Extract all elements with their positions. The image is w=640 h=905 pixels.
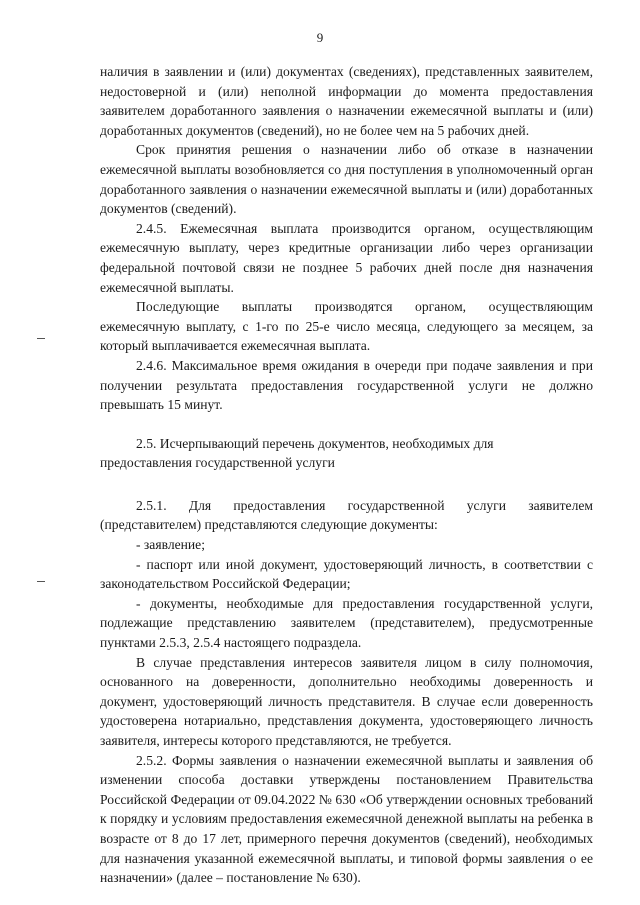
margin-mark xyxy=(37,581,45,582)
document-body xyxy=(100,62,593,888)
page-number: 9 xyxy=(316,30,324,45)
paragraph-decision-term: Срок принятия решения о назначении либо об отказе в назначении ежемесячной выплаты возобновляется со дня поступления в уполномоченный орган доработанного заявления о назначении ежемесячной выплаты и (или) доработанных документов (сведений). xyxy=(100,142,593,217)
list-item: - паспорт или иной документ, удостоверяющий личность, в соответствии с законодательством Российской Федерации; xyxy=(100,556,593,592)
list-item: - заявление; xyxy=(136,537,205,553)
paragraph-2-5-1: 2.5.1. Для предоставления государственной услуги заявителем (представителем) представляются следующие документы: xyxy=(100,497,593,533)
section-heading-2-5: 2.5. Исчерпывающий перечень документов, необходимых для предоставления государственной услуги xyxy=(100,435,494,471)
paragraph-representative: В случае представления интересов заявителя лицом в силу полномочия, основанного на доверенности, дополнительно необходимы доверенность и документ, удостоверяющий личность представителя. В случае если доверенность удостоверена нотариально, представления документа, удостоверяющего личность заявителя, интересы которого представляются, не требуется. xyxy=(100,654,593,748)
paragraph-2-4-5: 2.4.5. Ежемесячная выплата производится органом, осуществляющим ежемесячную выплату, через кредитные организации либо через организации федеральной почтовой связи не позднее 5 рабочих дней после дня назначения ежемесячной выплаты. xyxy=(100,220,593,295)
paragraph-subsequent-payments: Последующие выплаты производятся органом, осуществляющим ежемесячную выплату, с 1-го по 25-е число месяца, следующего за месяцем, за который выплачивается ежемесячная выплата. xyxy=(100,299,593,354)
list-item: - документы, необходимые для предоставления государственной услуги, подлежащие представлению заявителем (представителем), предусмотренные пунктами 2.5.3, 2.5.4 настоящего подраздела. xyxy=(100,595,593,651)
paragraph-2-5-2: 2.5.2. Формы заявления о назначении ежемесячной выплаты и заявления об изменении способа доставки утверждены постановлением Правительства Российской Федерации от 09.04.2022 № 630 «Об утверждении основных требований к порядку и условиям предоставления ежемесячной денежной выплаты на ребенка в возрасте от 8 до 17 лет, примерного перечня документов (сведений), необходимых для назначения указанной ежемесячной выплаты, и типовой формы заявления о ее назначении» (далее – постановление № 630). xyxy=(100,752,593,886)
paragraph-continued: наличия в заявлении и (или) документах (сведениях), представленных заявителем, недостоверной и (или) неполной информации до момента предоставления заявителем доработанного заявления о назначении ежемесячной выплаты и (или) доработанных документов (сведений), но не более чем на 5 рабочих дней. xyxy=(100,64,593,138)
paragraph-2-4-6: 2.4.6. Максимальное время ожидания в очереди при подаче заявления и при получении результата предоставления государственной услуги не должно превышать 15 минут. xyxy=(100,357,593,413)
margin-mark xyxy=(37,338,45,339)
